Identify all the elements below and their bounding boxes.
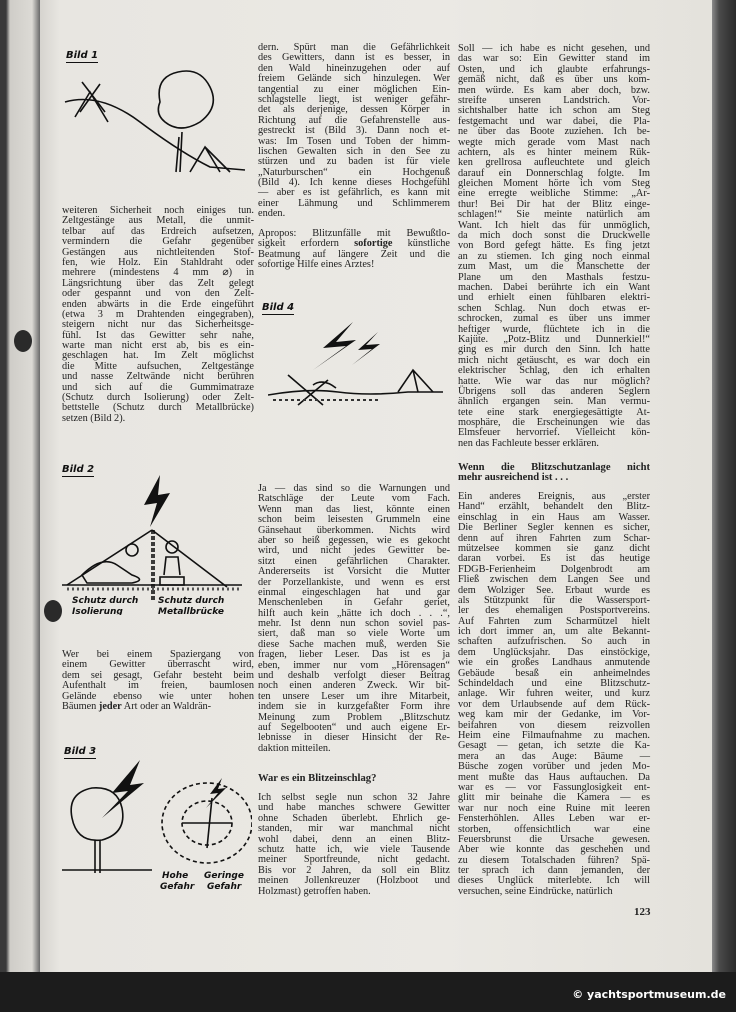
figure-1-label: Bild 1 bbox=[66, 50, 99, 61]
text-line: Hand“ erzählt, behandelt den Blitz- bbox=[458, 501, 650, 513]
text-line: vermindern die Gefahr gegenüber bbox=[62, 236, 254, 248]
text-line: gestreckt ist (Bild 3). Dann noch et- bbox=[258, 125, 450, 137]
text-line: ging es mir durch den Sinn. Ich hatte bbox=[458, 344, 650, 356]
text-line: schen Schlag. Nun doch etwas er- bbox=[458, 302, 650, 314]
text-line: ment mußte das Haus auftauchen. Da bbox=[458, 771, 650, 783]
text-line: gemäß nicht, daß es über uns kom- bbox=[458, 74, 650, 86]
text-line: bettstelle (Schutz durch Metallbrücke) bbox=[62, 402, 254, 414]
punch-hole bbox=[44, 600, 62, 622]
text-line: Meinung zum Problem „Blitzschutz bbox=[258, 711, 450, 723]
text-line: war nur noch eine Ruine mit leeren bbox=[458, 802, 650, 814]
left-column-paragraph-1 bbox=[62, 206, 254, 424]
figure-2-tent-illustration bbox=[62, 475, 252, 615]
text-line: tete eine stark energiegesättigte At- bbox=[458, 406, 650, 418]
text-line: Holzmast) getroffen haben. bbox=[258, 885, 371, 897]
text-line: (Bild 4). Ich kenne dieses Hochgefühl bbox=[258, 177, 450, 189]
text-line: Beatmung auf längere Zeit und die bbox=[258, 248, 450, 260]
text-line: Schindeldach und eine Blitzschutz- bbox=[458, 678, 650, 690]
text-line: einmal eingeschlagen hat und gar bbox=[258, 586, 450, 598]
text-line: — aber es ist gefährlich, es kann mit bbox=[258, 187, 450, 199]
text-line: streifte unseren Landstrich. Vor- bbox=[458, 94, 650, 106]
text-line: mehrere (mindestens 4 mm ⌀) in bbox=[62, 267, 254, 279]
text-line: (Schutz durch Isolierung) oder Zelt- bbox=[62, 392, 254, 404]
text-line: thur! Bei Dir hat der Blitz einge- bbox=[458, 198, 650, 210]
text-segment: sigkeit erfordern bbox=[258, 238, 355, 250]
figure-1-tent-hill-tree-illustration bbox=[60, 62, 250, 182]
figure-2-caption-right-line2: Metallbrücke bbox=[158, 607, 224, 615]
text-line: Wer bei einem Spaziergang von bbox=[62, 649, 254, 660]
text-line: Andererseits ist Vorsicht die Mutter bbox=[258, 566, 450, 578]
text-line: Aufenthalt im freien, baumlosen bbox=[62, 680, 254, 692]
text-line: sichtshalber hatte ich schon am Steg bbox=[458, 105, 650, 117]
page-number: 123 bbox=[634, 906, 651, 918]
text-line: Plane um den Masthals festzu- bbox=[458, 271, 650, 283]
text-line: des Gewitters, dann ist es besser, in bbox=[258, 52, 450, 64]
text-line: schutz hatte ich, wie viele Tausende bbox=[258, 843, 450, 855]
text-line: beifahren von diesem reizvollen bbox=[458, 719, 650, 731]
text-line: enden abwärts in die Erde eingeführt bbox=[62, 298, 254, 310]
emphasized-word: jeder bbox=[98, 700, 122, 712]
text-line: enden. bbox=[258, 208, 286, 220]
text-line bbox=[62, 702, 254, 712]
text-line: fühl. Ist das Gewitter sehr nahe, bbox=[62, 329, 254, 341]
text-line: denn auf ihren Fahrten zum Schar- bbox=[458, 532, 650, 544]
text-line: meinen Jollenkreuzer (Holzboot und bbox=[258, 875, 450, 887]
text-line: Auf Fahrten zum Scharmützel hielt bbox=[458, 615, 650, 627]
text-line: Gesagt — getan, ich setzte die Ka- bbox=[458, 740, 650, 752]
text-segment: künstliche bbox=[392, 238, 450, 250]
figure-3-lightning-person-tree-illustration bbox=[62, 758, 252, 893]
middle-column-paragraph-1 bbox=[258, 43, 450, 220]
text-line: Bis vor 2 Jahren, da soll ein Blitz bbox=[258, 864, 450, 876]
right-column-paragraph-2 bbox=[458, 492, 650, 897]
text-line: Menschenleben in Gefahr geriet, bbox=[258, 597, 450, 609]
text-line: Die Berliner Segler kennen es sicher, bbox=[458, 522, 650, 534]
text-line: und erhielt einen fühlbaren elektri- bbox=[458, 292, 650, 304]
text-line: das war so: Ein Gewitter stand im bbox=[458, 53, 650, 65]
text-line: sofortige Hilfe eines Arztes! bbox=[258, 259, 375, 271]
text-line: einem Gewitter überrascht wird, bbox=[62, 659, 254, 671]
text-line: Zeltgestänge aus Metall, die unmit- bbox=[62, 215, 254, 227]
text-line: glitt mir beinahe die Kamera — es bbox=[458, 792, 650, 804]
text-line: dem Unglücksjahr. Das einstöckige, bbox=[458, 646, 650, 658]
text-line: da mich doch sonst die Druckwelle bbox=[458, 230, 650, 242]
scanner-left-edge bbox=[0, 0, 40, 972]
text-line: mützelsee kommen sie ganz dicht bbox=[458, 542, 650, 554]
text-line: freiem Gelände sich hinzulegen. Wer bbox=[258, 73, 450, 85]
section-heading-blitzeinschlag: War es ein Blitzeinschlag? bbox=[258, 773, 377, 784]
text-line: ohne Schaden überlebt. Ehrlich ge- bbox=[258, 812, 450, 824]
text-line: Want. Ich hielt das für unmöglich, bbox=[458, 219, 650, 231]
figure-2-label: Bild 2 bbox=[62, 464, 95, 475]
text-line: machen. Dabei berührte ich ein Want bbox=[458, 281, 650, 293]
text-line: schon beim leisesten Grummeln eine bbox=[258, 514, 450, 526]
copyright-watermark: © yachtsportmuseum.de bbox=[572, 988, 726, 1001]
text-line: (etwa 3 m Drahtenden eingegraben), bbox=[62, 308, 254, 320]
text-line: versuchen, seine Eindrücke, natürlich bbox=[458, 885, 613, 897]
text-line: war es — vor Fassunglosigkeit ent- bbox=[458, 781, 650, 793]
text-line: einschlag in ein Haus am Wasser. bbox=[458, 511, 650, 523]
text-line: FDGB-Ferienheim Dolgenbrodt am bbox=[458, 563, 650, 575]
text-line: und deshalb verfolgt dieser Beitrag bbox=[258, 670, 450, 682]
text-line: und nasse Zeltwände nicht berühren bbox=[62, 371, 254, 383]
text-line: ter sprach ich dann jemanden, der bbox=[458, 865, 650, 877]
figure-4-bathing-in-storm-illustration bbox=[268, 320, 448, 415]
section-heading-blitzschutzanlage bbox=[458, 463, 650, 484]
text-line: men würde. Es kam aber doch, bzw. bbox=[458, 84, 650, 96]
text-line: Gelände ebenso wie unter hohen bbox=[62, 690, 254, 702]
text-line: steigern nicht nur das Sicherheitsge- bbox=[62, 319, 254, 331]
text-line: zu diesem Totalschaden führen? Spä- bbox=[458, 854, 650, 866]
text-line: was: Im Tosen und Toben der himm- bbox=[258, 135, 450, 147]
text-line: gleichen Moment hörte ich vom Steg bbox=[458, 178, 650, 190]
text-line: heftiger wurde, flüchtete ich in die bbox=[458, 323, 650, 335]
text-line: als Stützpunkt für die Wassersport- bbox=[458, 594, 650, 606]
text-line: „Naturburschen“ ein Hochgenuß bbox=[258, 166, 450, 178]
text-line: an zu stiemen. Ich ging noch einmal bbox=[458, 250, 650, 262]
figure-3-caption-left-line1: Hohe bbox=[162, 871, 189, 881]
text-line: mosphäre, die Erscheinungen wie das bbox=[458, 417, 650, 429]
text-line: Elmsfeuer hervorrief. Vielleicht kön- bbox=[458, 427, 650, 439]
text-line: det als derjenige, dessen Körper in bbox=[258, 104, 450, 116]
text-line: wird, und nicht jedes Gewitter be- bbox=[258, 545, 450, 557]
punch-hole bbox=[14, 330, 32, 352]
text-line: Längsrichtung über das Zelt gelegt bbox=[62, 277, 254, 289]
text-line: siert, daß man so viele Worte um bbox=[258, 628, 450, 640]
figure-3-caption-left-line2: Gefahr bbox=[160, 882, 195, 892]
text-line: Fließ zwischen dem Langen See und bbox=[458, 574, 650, 586]
text-line: daktion mitteilen. bbox=[258, 742, 331, 754]
text-line: wohl dabei, denn an einen Blitz- bbox=[258, 833, 450, 845]
text-line: ähnlich ergangen sein. Man vermu- bbox=[458, 396, 650, 408]
text-line: schrocken, zumal es über uns immer bbox=[458, 313, 650, 325]
text-line: dem Wolziger See. Erbaut wurde es bbox=[458, 584, 650, 596]
text-line: mehr. Ist denn nun schon soviel pas- bbox=[258, 618, 450, 630]
text-line: sitzt einen gefährlichen Charakter. bbox=[258, 555, 450, 567]
text-line: elektrischer Schlag, den ich erhalten bbox=[458, 365, 650, 377]
text-line: schaften aufzufrischen. So auch in bbox=[458, 636, 650, 648]
text-line: hatte. Wie war das nur möglich? bbox=[458, 375, 650, 387]
text-line: dem sei gesagt, Gefahr besteht beim bbox=[62, 669, 254, 681]
text-line: lischen Gewalten sich in den See zu bbox=[258, 145, 450, 157]
text-line: vor dem Urlaubsende auf dem Rück- bbox=[458, 698, 650, 710]
figure-2-caption-right-line1: Schutz durch bbox=[158, 596, 225, 606]
text-line: Richtung auf die Gefahrenstelle aus- bbox=[258, 114, 450, 126]
text-line: lebnisse in dieser Hinsicht der Re- bbox=[258, 732, 450, 744]
text-line: eine erregte weibliche Stimme: „Ar- bbox=[458, 188, 650, 200]
text-line: tangential zu einer möglichen Ein- bbox=[258, 83, 450, 95]
text-segment: Art oder an Waldrän- bbox=[121, 700, 212, 712]
emphasized-word: sofortige bbox=[354, 238, 393, 250]
scanner-right-edge bbox=[712, 0, 736, 972]
text-line: Fensterhöhlen. Alles Leben war er- bbox=[458, 813, 650, 825]
middle-column-apropos-paragraph bbox=[258, 229, 450, 271]
text-line: den Wald hineinzugehen oder auf bbox=[258, 62, 450, 74]
text-line: geschlagen hat. Im Zelt möglichst bbox=[62, 350, 254, 362]
text-line: wegte mich gerade vom Mast nach bbox=[458, 136, 650, 148]
text-line: diese Sache machen muß, werden Sie bbox=[258, 638, 450, 650]
figure-3-label: Bild 3 bbox=[64, 746, 97, 757]
text-line: schlagstelle liegt, ist weniger gefähr- bbox=[258, 93, 450, 105]
text-line: fen, wie Holz. Ein Stahldraht oder bbox=[62, 256, 254, 268]
left-column-paragraph-2 bbox=[62, 650, 254, 712]
text-line: hilft auch kein „hätte ich doch . . .“, bbox=[258, 607, 450, 619]
text-line: weg kam mir der Gedanke, im Vor- bbox=[458, 709, 650, 721]
text-line: ken grellrosa aufleuchtete und gleich bbox=[458, 157, 650, 169]
figure-2-caption-left-line2: Isolierung bbox=[72, 607, 123, 615]
text-line: zum Mast, um die Manschette der bbox=[458, 261, 650, 273]
text-line: indem sie in kurzgefaßter Form ihre bbox=[258, 701, 450, 713]
text-line: anlage. Wir fuhren weiter, und kurz bbox=[458, 688, 650, 700]
text-line: und habe manches schwere Gewitter bbox=[258, 802, 450, 814]
text-line: ne über das Boote zuziehen. Ich be- bbox=[458, 126, 650, 138]
text-segment: Bäumen bbox=[62, 700, 99, 712]
right-column-paragraph-1 bbox=[458, 44, 650, 449]
text-line: Soll — ich habe es nicht gesehen, und bbox=[458, 43, 650, 54]
heading-line: mehr ausreichend ist . . . bbox=[458, 472, 569, 484]
text-line: ten unsere Leser um ihre Mitarbeit, bbox=[258, 690, 450, 702]
text-line: ich dort immer an, um alte Bekannt- bbox=[458, 626, 650, 638]
text-line: Kajüte. „Potz-Blitz und Dunnerkiel!“ bbox=[458, 333, 650, 345]
figure-2-caption-left-line1: Schutz durch bbox=[72, 596, 139, 606]
text-line: Aber wie konnte das geschehen und bbox=[458, 844, 650, 856]
text-line: der Porzellankiste, und wenn es erst bbox=[258, 576, 450, 588]
text-line: stürzen und zu baden ist für viele bbox=[258, 156, 450, 168]
text-line: achtern, als es hinter meinem Rük- bbox=[458, 146, 650, 158]
text-line: Wenn man das liest, könnte einen bbox=[258, 503, 450, 515]
text-line: Feuersbrunst die Ursache gewesen. bbox=[458, 833, 650, 845]
text-line: telbar auf das Erdreich aufsetzen, bbox=[62, 225, 254, 237]
text-line: Apropos: Blitzunfälle mit Bewußtlo- bbox=[258, 228, 450, 239]
text-line: weiteren Sicherheit noch einiges tun. bbox=[62, 205, 254, 216]
text-line: warte man nicht erst ab, bis es ein- bbox=[62, 340, 254, 352]
text-line: Ich selbst segle nun schon 32 Jahre bbox=[258, 792, 450, 803]
figure-3-caption-right-line1: Geringe bbox=[204, 871, 244, 881]
text-line: noch einen anderen Zweck. Wir bit- bbox=[258, 680, 450, 692]
text-line: und sich auf die Gummimatraze bbox=[62, 381, 254, 393]
text-line: Osten, und ich glaubte erfahrungs- bbox=[458, 63, 650, 75]
text-line: Gestängen aus nichtleitenden Stof- bbox=[62, 246, 254, 258]
middle-column-paragraph-3 bbox=[258, 484, 450, 754]
figure-3-caption-right-line2: Gefahr bbox=[207, 882, 242, 892]
text-line: schlagen!“ Sie meinte natürlich am bbox=[458, 209, 650, 221]
text-line: mich nicht getäuscht, es war doch ein bbox=[458, 354, 650, 366]
text-line: Gebäude besaß ein anheimelndes bbox=[458, 667, 650, 679]
text-line: wie ein großes Landhaus anmutende bbox=[458, 657, 650, 669]
text-line: Übrigens soll das anderen Seglern bbox=[458, 385, 650, 397]
text-line: darauf ein Donnerschlag folgte. Im bbox=[458, 167, 650, 179]
text-line: nen das Fachleute besser erklären. bbox=[458, 437, 599, 449]
text-line: auf Segelbooten“ und auch eigene Er- bbox=[258, 721, 450, 733]
text-line: Ja — das sind so die Warnungen und bbox=[258, 483, 450, 494]
text-line: daran vorbei. Es ist das heutige bbox=[458, 553, 650, 565]
text-line: einer Lähmung und Schlimmerem bbox=[258, 197, 450, 209]
middle-column-paragraph-4 bbox=[258, 793, 450, 897]
text-line: Büsche zogen vorüber und jeden Mo- bbox=[458, 761, 650, 773]
text-line: dieses Unglück miterlebte. Ich will bbox=[458, 875, 650, 887]
text-line: aber so heiß gegessen, wie es gekocht bbox=[258, 534, 450, 546]
text-line: dern. Spürt man die Gefährlichkeit bbox=[258, 42, 450, 53]
text-line: fragen, lieber Leser. Das ist es ja bbox=[258, 649, 450, 661]
text-line: Ratschläge der Leute vom Fach. bbox=[258, 493, 450, 505]
text-line: setzen (Bild 2). bbox=[62, 412, 126, 424]
text-line: von Bord gefegt hätte. Es fing jetzt bbox=[458, 240, 650, 252]
figure-4-label: Bild 4 bbox=[262, 302, 295, 313]
text-line: die Mitte aufsuchen, Zeltgestänge bbox=[62, 360, 254, 372]
text-line: Heim eine Filmaufnahme zu machen. bbox=[458, 729, 650, 741]
text-line: storben, offensichtlich war eine bbox=[458, 823, 650, 835]
text-line: standen, mir war manchmal nicht bbox=[258, 823, 450, 835]
text-line: Ein anderes Ereignis, aus „erster bbox=[458, 491, 650, 502]
text-line: festgemacht und war dabei, die Pla- bbox=[458, 115, 650, 127]
text-line: eben, immer nur vom „Hörensagen“ bbox=[258, 659, 450, 671]
text-line: meiner Sportfreunde, nicht gedacht. bbox=[258, 854, 450, 866]
heading-line: Wenn die Blitzschutzanlage nicht bbox=[458, 462, 650, 473]
text-line: oder gespannt und von den Zelt- bbox=[62, 288, 254, 300]
text-line: mera an das Auge: Bäume — bbox=[458, 750, 650, 762]
text-line: Gänsehaut überkommen. Nichts wird bbox=[258, 524, 450, 536]
text-line: ler des ehemaligen Postsportvereins. bbox=[458, 605, 650, 617]
